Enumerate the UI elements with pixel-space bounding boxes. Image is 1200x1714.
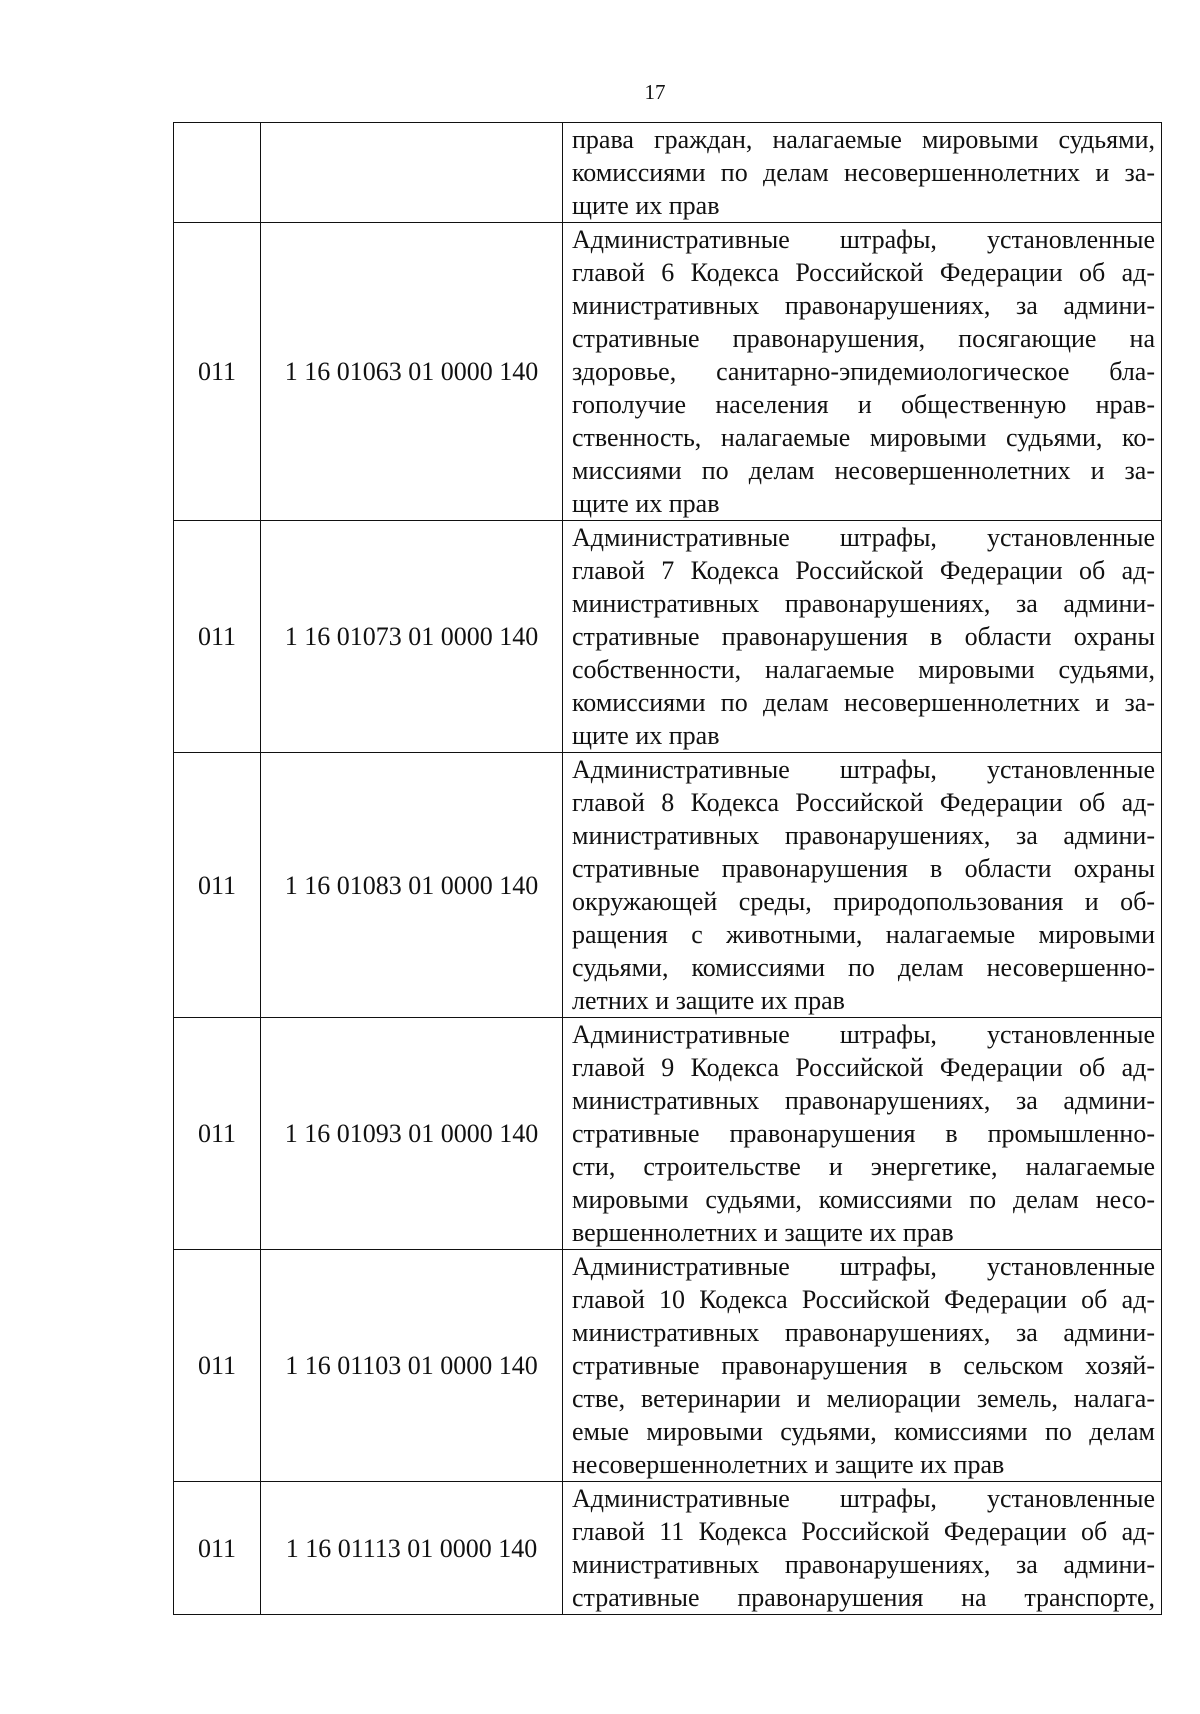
table-row [174,753,1162,1018]
description-cell [563,1250,1162,1482]
description-line: стративные правонарушения в области охраны [572,622,1155,651]
description-line: комиссиями по делам несовершеннолетних и за- [572,158,1155,187]
description-line: стве, ветеринарии и мелиорации земель, налага- [572,1384,1155,1413]
description-line: главой 7 Кодекса Российской Федерации об ад- [572,556,1155,585]
budget-code-cell: 1 16 01063 01 0000 140 [261,223,563,521]
admin-code-cell: 011 [174,753,261,1018]
table-row [174,223,1162,521]
description-line: несовершеннолетних и защите их прав [572,1450,1005,1479]
description-line: министративных правонарушениях, за админи- [572,1550,1155,1579]
description-line: министративных правонарушениях, за админи- [572,589,1155,618]
description-line: ственность, налагаемые мировыми судьями, ко- [572,423,1155,452]
description-line: миссиями по делам несовершеннолетних и за- [572,456,1155,485]
description-line: Административные штрафы, установленные [572,1252,1155,1281]
description-line: летних и защите их прав [572,986,845,1015]
description-line: собственности, налагаемые мировыми судьями, [572,655,1155,684]
description-line: Административные штрафы, установленные [572,225,1155,254]
description-line: министративных правонарушениях, за админи- [572,1318,1155,1347]
description-line: Административные штрафы, установленные [572,523,1155,552]
description-line: министративных правонарушениях, за админи- [572,821,1155,850]
description-cell [563,521,1162,753]
description-line: щите их прав [572,721,720,750]
description-line: Административные штрафы, установленные [572,1020,1155,1049]
admin-code-cell [174,123,261,223]
description-cell [563,753,1162,1018]
description-cell [563,1482,1162,1615]
budget-code-cell: 1 16 01113 01 0000 140 [261,1482,563,1615]
page-number: 17 [644,80,666,104]
budget-code-cell: 1 16 01083 01 0000 140 [261,753,563,1018]
admin-code-cell: 011 [174,223,261,521]
description-line: щите их прав [572,191,720,220]
table-body [174,123,1162,1615]
table-row [174,1482,1162,1615]
budget-code-cell [261,123,563,223]
description-line: Административные штрафы, установленные [572,1484,1155,1513]
budget-code-cell: 1 16 01103 01 0000 140 [261,1250,563,1482]
description-line: судьями, комиссиями по делам несовершенно- [572,953,1155,982]
description-line: стративные правонарушения в области охраны [572,854,1155,883]
description-line: сти, строительстве и энергетике, налагаемые [572,1152,1155,1181]
description-line: права граждан, налагаемые мировыми судьями, [572,125,1155,154]
description-line: здоровье, санитарно-эпидемиологическое бла- [572,357,1155,386]
description-line: комиссиями по делам несовершеннолетних и за- [572,688,1155,717]
budget-classification-table [173,122,1162,1615]
description-line: мировыми судьями, комиссиями по делам несо- [572,1185,1155,1214]
description-line: министративных правонарушениях, за админи- [572,291,1155,320]
description-line: главой 8 Кодекса Российской Федерации об ад- [572,788,1155,817]
admin-code-cell: 011 [174,1482,261,1615]
description-line: стративные правонарушения в сельском хозяй- [572,1351,1155,1380]
description-cell [563,223,1162,521]
description-line: главой 9 Кодекса Российской Федерации об ад- [572,1053,1155,1082]
table-row [174,1250,1162,1482]
description-cell [563,1018,1162,1250]
description-line: вершеннолетних и защите их прав [572,1218,954,1247]
description-line: емые мировыми судьями, комиссиями по делам [572,1417,1155,1446]
description-line: главой 10 Кодекса Российской Федерации об ад- [572,1285,1155,1314]
admin-code-cell: 011 [174,521,261,753]
description-line: Административные штрафы, установленные [572,755,1155,784]
description-cell [563,123,1162,223]
description-line: стративные правонарушения на транспорте, [572,1583,1155,1612]
table-row [174,1018,1162,1250]
admin-code-cell: 011 [174,1250,261,1482]
table-row [174,521,1162,753]
budget-code-cell: 1 16 01093 01 0000 140 [261,1018,563,1250]
table-row [174,123,1162,223]
description-line: щите их прав [572,489,720,518]
description-line: министративных правонарушениях, за админи- [572,1086,1155,1115]
description-line: главой 6 Кодекса Российской Федерации об ад- [572,258,1155,287]
budget-code-cell: 1 16 01073 01 0000 140 [261,521,563,753]
description-line: гополучие населения и общественную нрав- [572,390,1155,419]
description-line: стративные правонарушения в промышленно- [572,1119,1155,1148]
description-line: окружающей среды, природопользования и об- [572,887,1155,916]
admin-code-cell: 011 [174,1018,261,1250]
description-line: стративные правонарушения, посягающие на [572,324,1155,353]
description-line: ращения с животными, налагаемые мировыми [572,920,1155,949]
description-line: главой 11 Кодекса Российской Федерации об ад- [572,1517,1155,1546]
